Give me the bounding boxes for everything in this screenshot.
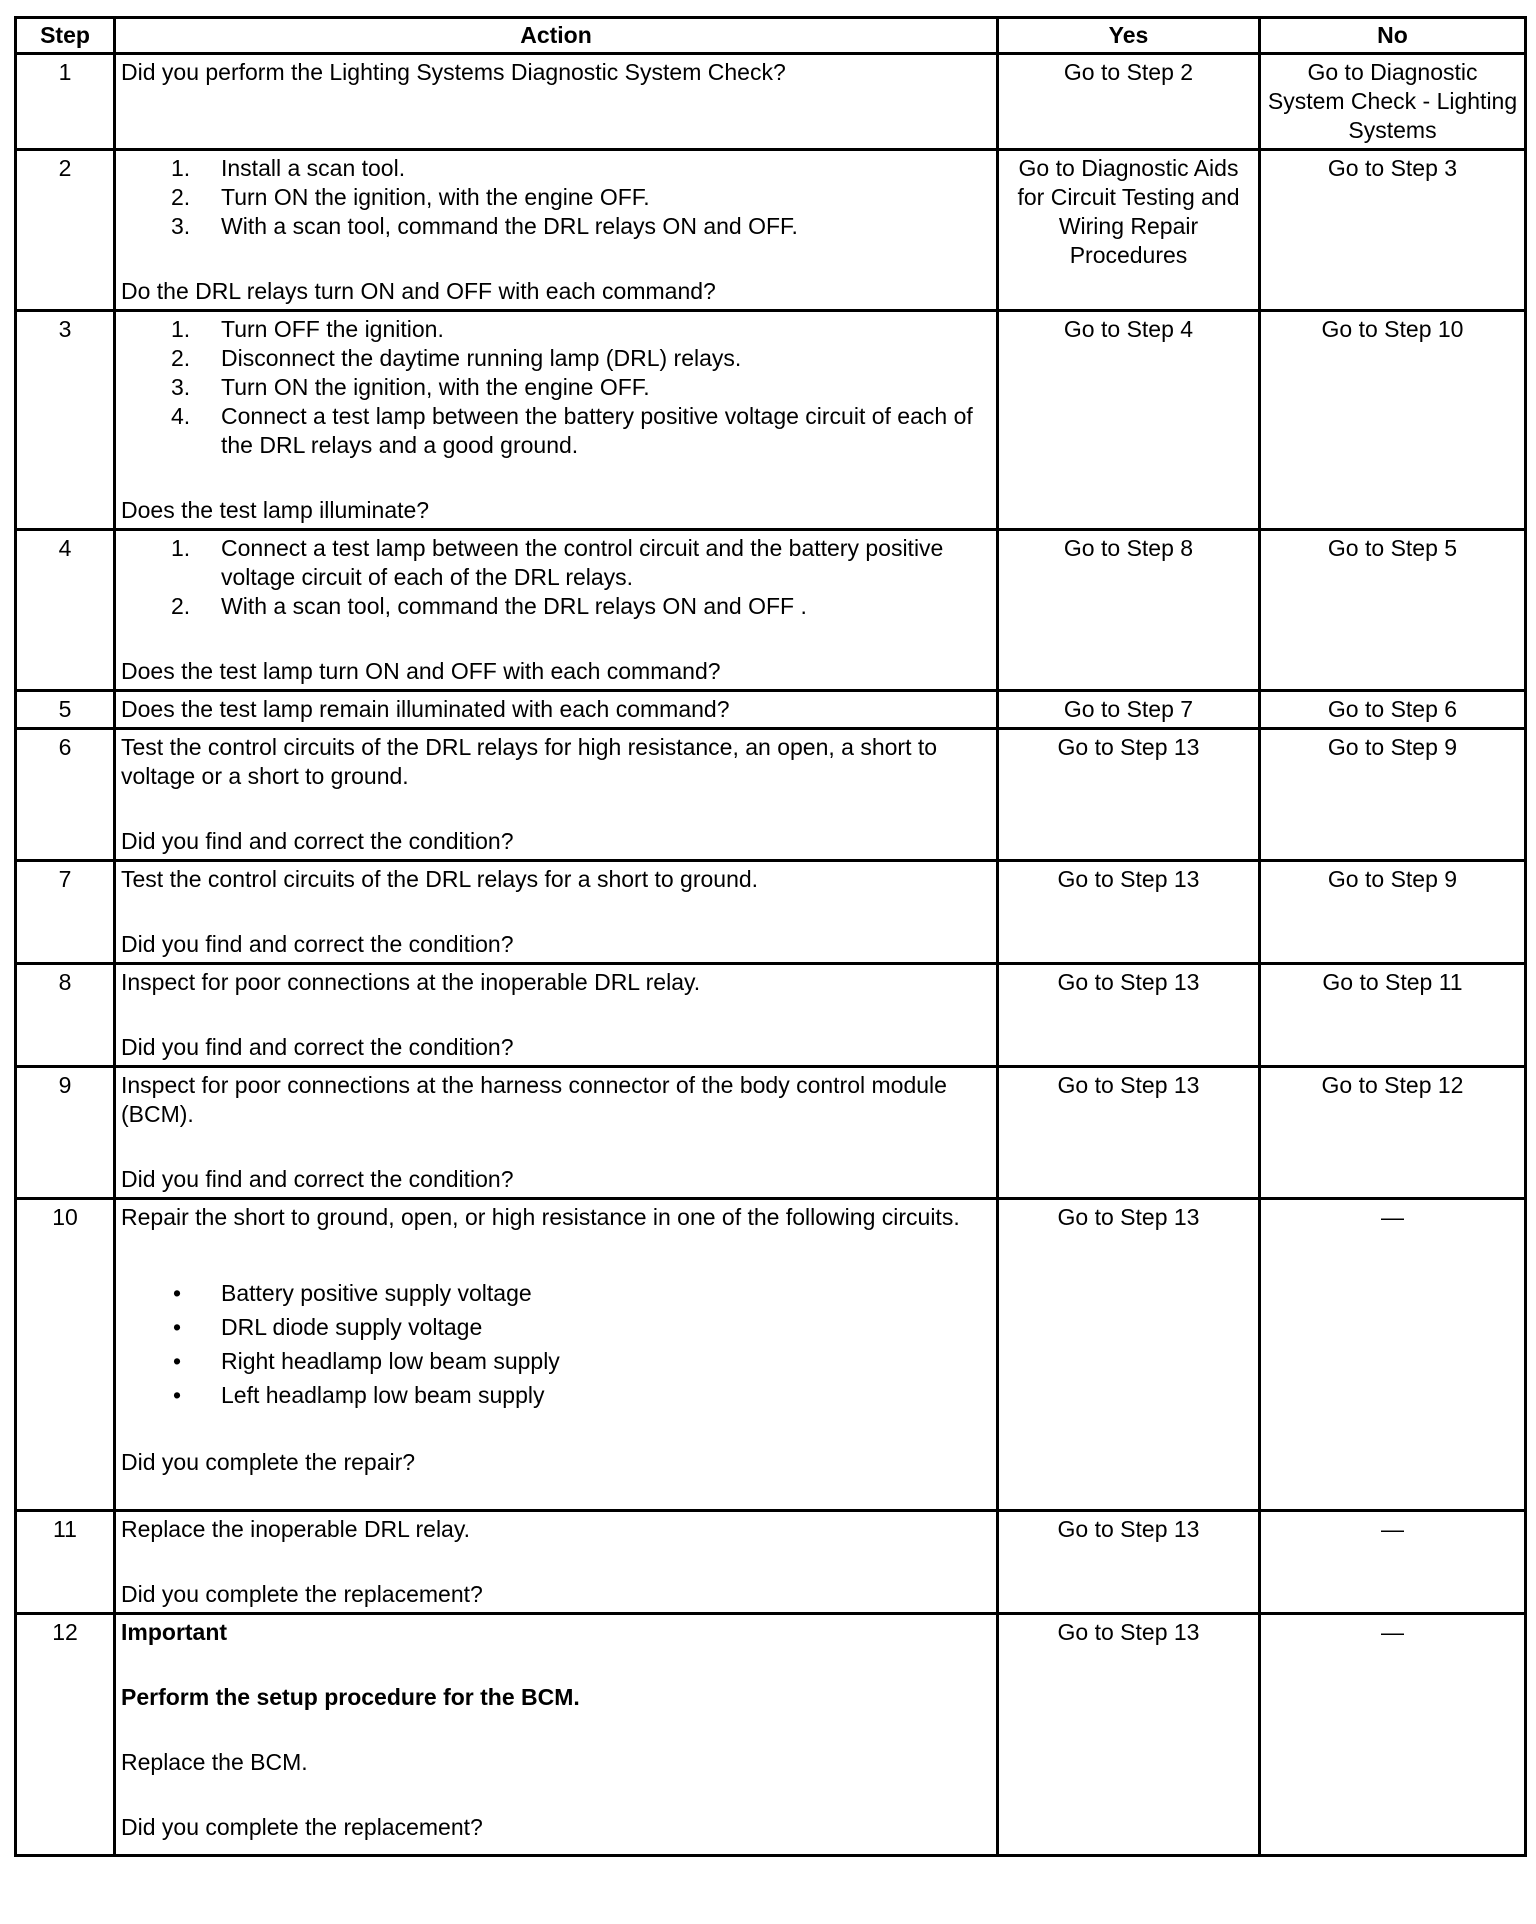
bullet: • bbox=[173, 1348, 182, 1374]
table-row bbox=[16, 691, 1526, 729]
bullet: • bbox=[173, 1280, 182, 1306]
table-row bbox=[16, 54, 1526, 150]
action-cell bbox=[115, 311, 998, 530]
item-text: With a scan tool, command the DRL relays ON and OFF. bbox=[221, 213, 798, 239]
list-item bbox=[121, 154, 991, 183]
table-row bbox=[16, 729, 1526, 861]
item-number: 2. bbox=[171, 345, 191, 371]
no-cell: Go to Step 10 bbox=[1260, 311, 1526, 530]
table-row bbox=[16, 1199, 1526, 1511]
step-number: 3 bbox=[16, 311, 115, 530]
list-item bbox=[121, 315, 991, 344]
header-action: Action bbox=[115, 18, 998, 54]
question-text: Does the test lamp illuminate? bbox=[121, 497, 430, 523]
item-text: Connect a test lamp between the battery positive voltage circuit of each of the DRL relays and a good ground. bbox=[221, 403, 973, 458]
question-text: Did you complete the repair? bbox=[121, 1449, 416, 1475]
instruction-text: Replace the BCM. bbox=[121, 1749, 308, 1775]
yes-cell: Go to Step 13 bbox=[998, 1511, 1260, 1614]
step-number: 12 bbox=[16, 1614, 115, 1856]
yes-cell: Go to Step 13 bbox=[998, 964, 1260, 1067]
item-number: 1. bbox=[171, 535, 191, 561]
list-item bbox=[121, 402, 991, 460]
action-cell bbox=[115, 1067, 998, 1199]
no-cell: — bbox=[1260, 1511, 1526, 1614]
item-number: 4. bbox=[171, 403, 191, 429]
step-number: 4 bbox=[16, 530, 115, 691]
instruction-text: Replace the inoperable DRL relay. bbox=[121, 1516, 471, 1542]
item-text: Disconnect the daytime running lamp (DRL) relays. bbox=[221, 345, 742, 371]
item-number: 1. bbox=[171, 155, 191, 181]
yes-cell: Go to Step 7 bbox=[998, 691, 1260, 729]
step-number: 7 bbox=[16, 861, 115, 964]
no-cell: Go to Step 3 bbox=[1260, 150, 1526, 311]
item-text: Connect a test lamp between the control circuit and the battery positive voltage circuit of each of the DRL relays. bbox=[221, 535, 944, 590]
table-row bbox=[16, 530, 1526, 691]
action-cell bbox=[115, 150, 998, 311]
list-item bbox=[121, 1276, 991, 1310]
question-text: Did you find and correct the condition? bbox=[121, 1034, 514, 1060]
no-cell: Go to Step 9 bbox=[1260, 729, 1526, 861]
no-cell: Go to Step 11 bbox=[1260, 964, 1526, 1067]
step-number: 9 bbox=[16, 1067, 115, 1199]
yes-cell: Go to Step 13 bbox=[998, 1067, 1260, 1199]
diagnostic-table bbox=[14, 16, 1527, 1857]
no-cell: Go to Step 9 bbox=[1260, 861, 1526, 964]
question-text: Did you find and correct the condition? bbox=[121, 931, 514, 957]
item-text: Turn OFF the ignition. bbox=[221, 316, 444, 342]
list-item bbox=[121, 344, 991, 373]
table-row bbox=[16, 150, 1526, 311]
action-cell bbox=[115, 530, 998, 691]
action-cell bbox=[115, 964, 998, 1067]
step-number: 11 bbox=[16, 1511, 115, 1614]
header-row bbox=[16, 18, 1526, 54]
list-item bbox=[121, 1344, 991, 1378]
important-label: Important bbox=[121, 1619, 228, 1645]
yes-cell: Go to Step 13 bbox=[998, 1614, 1260, 1856]
list-item bbox=[121, 212, 991, 241]
yes-cell: Go to Step 13 bbox=[998, 729, 1260, 861]
step-number: 6 bbox=[16, 729, 115, 861]
item-text: With a scan tool, command the DRL relays ON and OFF . bbox=[221, 593, 807, 619]
yes-cell: Go to Step 2 bbox=[998, 54, 1260, 150]
action-cell bbox=[115, 861, 998, 964]
item-text: Right headlamp low beam supply bbox=[221, 1348, 560, 1374]
item-text: DRL diode supply voltage bbox=[221, 1314, 483, 1340]
table-row bbox=[16, 311, 1526, 530]
item-text: Left headlamp low beam supply bbox=[221, 1382, 545, 1408]
step-number: 5 bbox=[16, 691, 115, 729]
action-cell bbox=[115, 1199, 998, 1511]
item-text: Install a scan tool. bbox=[221, 155, 406, 181]
list-item bbox=[121, 592, 991, 621]
question-text: Does the test lamp turn ON and OFF with each command? bbox=[121, 658, 721, 684]
bullet: • bbox=[173, 1382, 182, 1408]
action-cell bbox=[115, 729, 998, 861]
list-item bbox=[121, 534, 991, 592]
step-number: 10 bbox=[16, 1199, 115, 1511]
yes-cell: Go to Step 4 bbox=[998, 311, 1260, 530]
item-text: Battery positive supply voltage bbox=[221, 1280, 532, 1306]
action-cell bbox=[115, 1511, 998, 1614]
no-cell: Go to Step 5 bbox=[1260, 530, 1526, 691]
header-step: Step bbox=[16, 18, 115, 54]
yes-cell: Go to Step 13 bbox=[998, 1199, 1260, 1511]
no-cell: Go to Diagnostic System Check - Lighting Systems bbox=[1260, 54, 1526, 150]
no-cell: Go to Step 6 bbox=[1260, 691, 1526, 729]
table-row bbox=[16, 1067, 1526, 1199]
table-row bbox=[16, 964, 1526, 1067]
table-row bbox=[16, 1614, 1526, 1856]
action-cell bbox=[115, 691, 998, 729]
question-text: Did you find and correct the condition? bbox=[121, 1166, 514, 1192]
question-text: Did you perform the Lighting Systems Diagnostic System Check? bbox=[121, 59, 786, 85]
step-number: 2 bbox=[16, 150, 115, 311]
question-text: Do the DRL relays turn ON and OFF with each command? bbox=[121, 278, 716, 304]
question-text: Did you complete the replacement? bbox=[121, 1581, 483, 1607]
list-item bbox=[121, 1310, 991, 1344]
important-text: Perform the setup procedure for the BCM. bbox=[121, 1684, 580, 1710]
action-cell bbox=[115, 1614, 998, 1856]
header-no: No bbox=[1260, 18, 1526, 54]
instruction-text: Inspect for poor connections at the inoperable DRL relay. bbox=[121, 969, 701, 995]
table-row bbox=[16, 861, 1526, 964]
question-text: Does the test lamp remain illuminated with each command? bbox=[121, 696, 730, 722]
instruction-text: Inspect for poor connections at the harness connector of the body control module (BCM). bbox=[121, 1072, 947, 1127]
numbered-list bbox=[121, 154, 991, 241]
header-yes: Yes bbox=[998, 18, 1260, 54]
item-text: Turn ON the ignition, with the engine OFF. bbox=[221, 374, 650, 400]
bullet-list bbox=[121, 1276, 991, 1412]
item-number: 1. bbox=[171, 316, 191, 342]
instruction-text: Test the control circuits of the DRL relays for a short to ground. bbox=[121, 866, 759, 892]
instruction-text: Repair the short to ground, open, or high resistance in one of the following circuits. bbox=[121, 1204, 960, 1230]
no-cell: — bbox=[1260, 1614, 1526, 1856]
bullet: • bbox=[173, 1314, 182, 1340]
list-item bbox=[121, 183, 991, 212]
list-item bbox=[121, 373, 991, 402]
item-number: 3. bbox=[171, 374, 191, 400]
step-number: 1 bbox=[16, 54, 115, 150]
step-number: 8 bbox=[16, 964, 115, 1067]
item-number: 2. bbox=[171, 184, 191, 210]
table-row bbox=[16, 1511, 1526, 1614]
no-cell: Go to Step 12 bbox=[1260, 1067, 1526, 1199]
yes-cell: Go to Step 13 bbox=[998, 861, 1260, 964]
list-item bbox=[121, 1378, 991, 1412]
numbered-list bbox=[121, 315, 991, 460]
yes-cell: Go to Diagnostic Aids for Circuit Testing and Wiring Repair Procedures bbox=[998, 150, 1260, 311]
yes-cell: Go to Step 8 bbox=[998, 530, 1260, 691]
action-cell bbox=[115, 54, 998, 150]
question-text: Did you complete the replacement? bbox=[121, 1814, 483, 1840]
question-text: Did you find and correct the condition? bbox=[121, 828, 514, 854]
instruction-text: Test the control circuits of the DRL relays for high resistance, an open, a short to voltage or a short to ground. bbox=[121, 734, 938, 789]
no-cell: — bbox=[1260, 1199, 1526, 1511]
item-text: Turn ON the ignition, with the engine OFF. bbox=[221, 184, 650, 210]
item-number: 3. bbox=[171, 213, 191, 239]
numbered-list bbox=[121, 534, 991, 621]
item-number: 2. bbox=[171, 593, 191, 619]
